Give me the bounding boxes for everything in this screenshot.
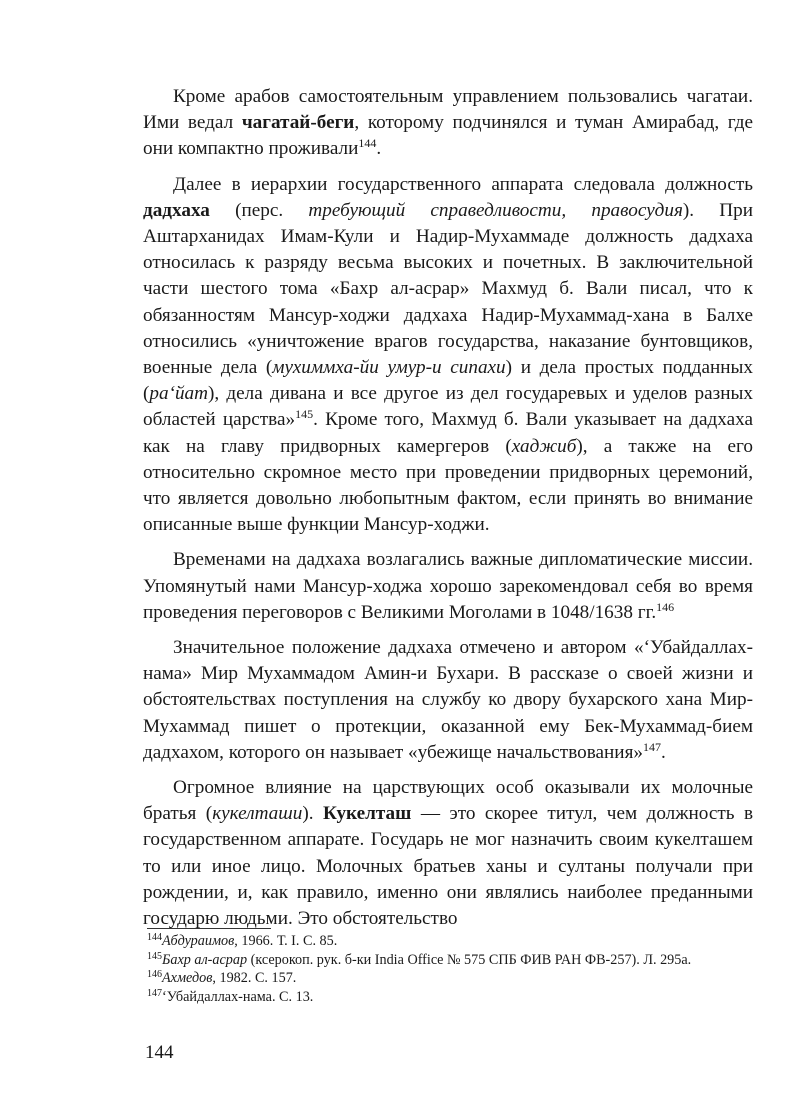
- footnote-author: Абдураимов: [162, 933, 235, 949]
- text-run: ), а также на его относительно скромное место при проведении придворных церемоний, что является довольно любопытным фактом, если принять во внимание описанные выше функции Мансур-ходжи.: [143, 435, 753, 536]
- text-run: Огромное влияние на царствующих особ оказывали их молочные братья (: [143, 777, 753, 825]
- italic-gloss: ра‘йат: [149, 383, 209, 405]
- footnote-ref-144: 144: [358, 136, 377, 151]
- footnotes: [147, 932, 753, 1006]
- text-run: (перс.: [209, 199, 309, 221]
- italic-gloss: мухиммха-йи умур-и сипахи: [272, 357, 506, 379]
- footnote-divider: [147, 928, 271, 929]
- paragraph-3: [143, 547, 753, 626]
- footnote-ref-146: 146: [656, 599, 675, 614]
- footnote-number: 145: [147, 950, 162, 962]
- paragraph-4: [143, 635, 753, 766]
- italic-gloss: требующий справедливости, правосудия: [308, 199, 683, 221]
- footnote-author: Бахр ал-асрар: [162, 951, 248, 968]
- term-chagatai-begi: чагатай-беги: [241, 112, 355, 134]
- term-dadkhakh: дадхаха: [143, 199, 210, 221]
- italic-gloss: кукелташи: [212, 803, 303, 825]
- footnote-147: [147, 988, 753, 1007]
- text-run: Временами на дадхаха возлагались важные дипломатические миссии. Упомянутый нами Мансур-ходжа хорошо зарекомендовал себя во время проведения переговоров с Великими Моголами в 1048/1638 гг.: [143, 549, 753, 623]
- text-run: ) и дела простых подданных (: [143, 357, 753, 405]
- text-run: Значительное положение дадхаха отмечено и автором «‘Убайдаллах-нама» Мир Мухаммадом Амин-и Бухари. В рассказе о своей жизни и обстоятельствах поступления на службу ко двору бухарского хана Мир-Мухаммад пишет о протекции, оказанной ему Бек-Мухаммад-бием дадхахом, которого он называет «убежище начальствования»: [143, 637, 753, 763]
- paragraph-1: [143, 84, 753, 163]
- footnote-number: 144: [147, 932, 162, 943]
- text-run: ).: [302, 803, 324, 825]
- text-run: .: [376, 138, 382, 160]
- footnote-number: 146: [147, 969, 162, 981]
- text-run: Далее в иерархии государственного аппарата следовала должность: [173, 173, 753, 195]
- footnote-145: [147, 951, 753, 970]
- text-run: ), дела дивана и все другое из дел государевых и уделов разных областей царства»: [143, 383, 753, 431]
- text-run: , которому подчинялся и туман Амирабад, где они компактно проживали: [143, 112, 754, 160]
- text-run: .: [661, 741, 666, 763]
- footnote-text: ‘Убайдаллах-нама. С. 13.: [162, 988, 314, 1005]
- text-run: — это скорее титул, чем должность в государственном аппарате. Государь не мог назначить своим кукелташем то или иное лицо. Молочных братьев ханы и султаны получали при рождении, и, как правило, именно они являлись наиболее преданными государю людьми. Это обстоятельство: [143, 803, 754, 930]
- footnote-146: [147, 969, 753, 988]
- footnote-author: Ахмедов: [162, 970, 213, 987]
- footnote-ref-145: 145: [295, 407, 314, 422]
- page-number: 144: [145, 1042, 174, 1063]
- paragraph-5: [143, 775, 753, 932]
- term-kukeltash: Кукелташ: [323, 803, 412, 825]
- footnote-number: 147: [147, 987, 162, 999]
- text-run: . Кроме того, Махмуд б. Вали указывает на дадхаха как на главу придворных камергеров (: [143, 409, 753, 457]
- main-text: [143, 84, 753, 932]
- footnote-144: [147, 932, 753, 951]
- footnote-text: (ксерокоп. рук. б-ки India Office № 575 СПБ ФИВ РАН ФВ-257). Л. 295а.: [247, 951, 692, 968]
- italic-gloss: хаджиб: [511, 435, 577, 457]
- paragraph-2: [143, 172, 753, 539]
- footnote-ref-147: 147: [643, 739, 661, 754]
- footnote-text: , 1982. С. 157.: [212, 970, 297, 987]
- footnote-text: , 1966. Т. I. С. 85.: [234, 933, 338, 949]
- text-run: ). При Аштарханидах Имам-Кули и Надир-Мухаммаде должность дадхаха относилась к разряду весьма высоких и почетных. В заключительной части шестого тома «Бахр ал-асрар» Махмуд б. Вали писал, что к обязанностям Мансур-ходжи дадхаха Надир-Мухаммад-хана в Балхе относились «уничтожение врагов государства, наказание бунтовщиков, военные дела (: [143, 199, 753, 379]
- text-run: Кроме арабов самостоятельным управлением пользовались чагатаи. Ими ведал: [143, 86, 753, 134]
